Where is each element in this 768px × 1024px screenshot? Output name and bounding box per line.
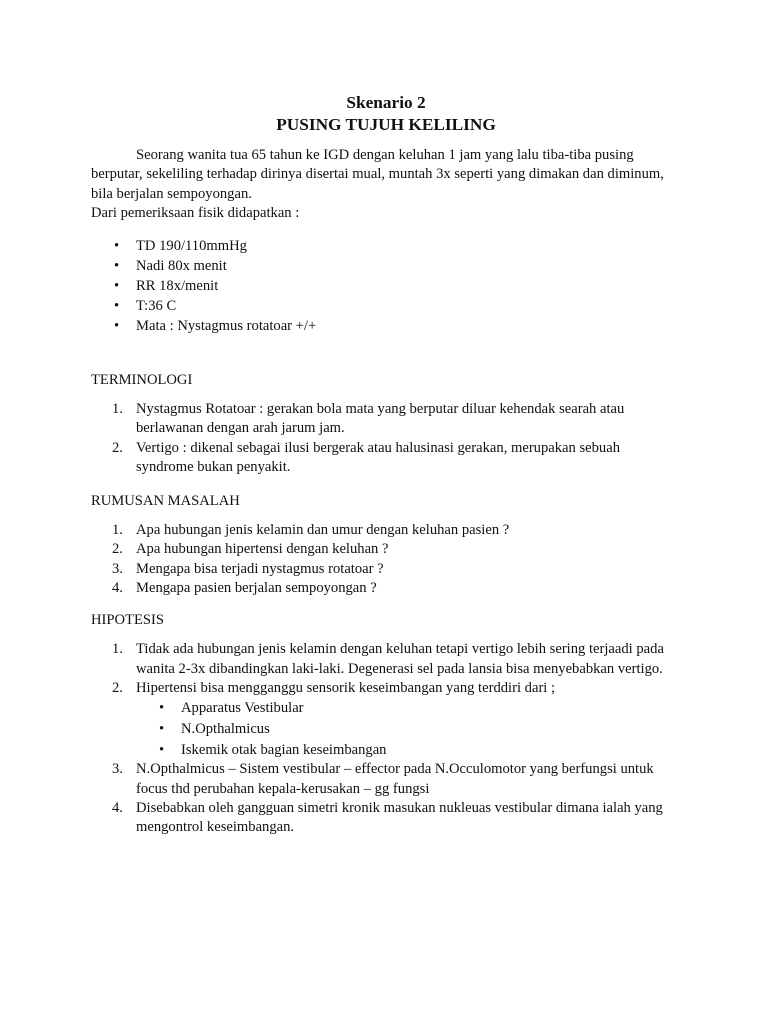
- bullet-icon: •: [114, 257, 120, 274]
- list-item: [91, 579, 681, 598]
- list-item: [91, 679, 681, 760]
- item-number: 3.: [112, 761, 123, 778]
- item-text: Apa hubungan jenis kelamin dan umur dengan keluhan pasien ?: [136, 522, 510, 539]
- finding-text: T:36 C: [136, 298, 177, 315]
- item-text: Disebabkan oleh gangguan simetri kronik masukan nukleuas vestibular dimana ialah yang mengontrol keseimbangan.: [136, 799, 663, 836]
- list-item: [91, 521, 681, 540]
- exam-intro: Dari pemeriksaan fisik didapatkan :: [91, 205, 300, 222]
- rumusan-list: [91, 521, 681, 599]
- item-text: Tidak ada hubungan jenis kelamin dengan keluhan tetapi vertigo lebih sering terjaadi pada wanita 2-3x dibandingkan laki-laki. Degenerasi sel pada lansia bisa menyebabkan vertigo.: [136, 641, 664, 677]
- list-item: [91, 316, 681, 336]
- bullet-icon: •: [114, 237, 120, 254]
- item-number: 1.: [112, 522, 123, 539]
- list-item: [91, 439, 681, 478]
- item-number: 2.: [112, 679, 123, 696]
- sub-list-item: [91, 740, 681, 761]
- sub-list-item: [91, 719, 681, 740]
- item-text: N.Opthalmicus – Sistem vestibular – effector pada N.Occulomotor yang berfungsi untuk focus thd perubahan kepala-kerusakan – gg fungsi: [136, 761, 654, 797]
- findings-list: [91, 236, 681, 337]
- finding-text: TD 190/110mmHg: [136, 237, 247, 254]
- list-item: [91, 400, 681, 439]
- list-item: [91, 256, 681, 276]
- section-heading-terminologi: TERMINOLOGI: [91, 371, 193, 388]
- item-text: Mengapa pasien berjalan sempoyongan ?: [136, 580, 377, 597]
- bullet-icon: •: [114, 318, 120, 335]
- item-text: Vertigo : dikenal sebagai ilusi bergerak atau halusinasi gerakan, merupakan sebuah syndrome bukan penyakit.: [136, 439, 620, 476]
- list-item: [91, 760, 681, 799]
- finding-text: Nadi 80x menit: [136, 257, 227, 274]
- item-text: Nystagmus Rotatoar : gerakan bola mata yang berputar diluar kehendak searah atau berlawanan dengan arah jarum jam.: [136, 401, 625, 437]
- item-number: 3.: [112, 560, 123, 577]
- list-item: [91, 296, 681, 316]
- item-text: Hipertensi bisa mengganggu sensorik keseimbangan yang terddiri dari ;: [136, 679, 556, 696]
- bullet-icon: •: [159, 700, 165, 717]
- sub-list-item: [91, 698, 681, 719]
- finding-text: Mata : Nystagmus rotatoar +/+: [136, 318, 317, 335]
- hipotesis-list: [91, 640, 681, 838]
- item-number: 4.: [112, 799, 123, 816]
- list-item: [91, 236, 681, 256]
- document-page: [91, 92, 681, 838]
- sub-list: [136, 698, 681, 760]
- bullet-icon: •: [114, 298, 120, 315]
- finding-text: RR 18x/menit: [136, 278, 219, 295]
- terminologi-list: [91, 400, 681, 478]
- section-heading-rumusan: RUMUSAN MASALAH: [91, 492, 240, 509]
- list-item: [91, 276, 681, 296]
- bullet-icon: •: [159, 741, 165, 758]
- list-item: [91, 560, 681, 579]
- bullet-icon: •: [114, 278, 120, 295]
- item-number: 4.: [112, 580, 123, 597]
- item-number: 1.: [112, 401, 123, 418]
- sub-item-text: N.Opthalmicus: [181, 720, 270, 737]
- list-item: [91, 540, 681, 559]
- item-text: Apa hubungan hipertensi dengan keluhan ?: [136, 541, 389, 558]
- bullet-icon: •: [159, 720, 165, 737]
- list-item: [91, 799, 681, 838]
- document-subtitle: PUSING TUJUH KELILING: [276, 115, 496, 134]
- scenario-paragraph: Seorang wanita tua 65 tahun ke IGD dengan keluhan 1 jam yang lalu tiba-tiba pusing berputar, sekeliling terhadap dirinya disertai mual, muntah 3x seperti yang dimakan dan diminum, bila berjalan sempoyongan.: [91, 147, 664, 202]
- item-number: 2.: [112, 541, 123, 558]
- section-heading-hipotesis: HIPOTESIS: [91, 611, 164, 628]
- item-number: 1.: [112, 641, 123, 658]
- sub-item-text: Iskemik otak bagian keseimbangan: [181, 741, 387, 758]
- sub-item-text: Apparatus Vestibular: [181, 700, 304, 717]
- item-text: Mengapa bisa terjadi nystagmus rotatoar ?: [136, 560, 384, 577]
- document-title: Skenario 2: [346, 93, 426, 112]
- list-item: [91, 640, 681, 679]
- item-number: 2.: [112, 439, 123, 456]
